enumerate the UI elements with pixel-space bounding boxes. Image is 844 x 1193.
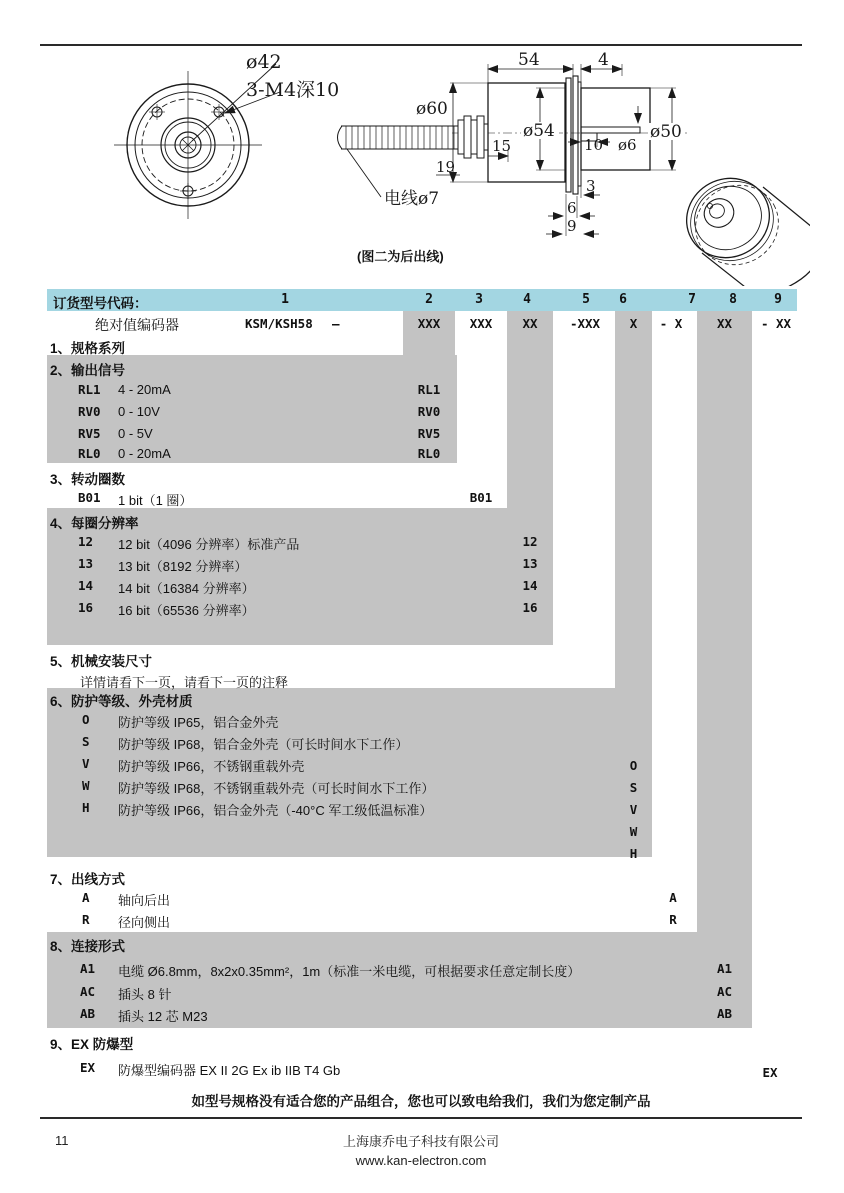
model-code-3: XXX: [469, 316, 493, 331]
col-number-5: 5: [582, 292, 590, 307]
column-code: 13: [522, 556, 538, 571]
option-code: AB: [80, 1006, 96, 1021]
option-code: RV5: [78, 426, 101, 441]
cable-gland-drawing: [458, 116, 488, 158]
option-desc: 轴向后出: [118, 893, 171, 908]
col-number-8: 8: [729, 292, 737, 307]
option-desc: 0 - 20mA: [118, 446, 171, 461]
column-code: RV0: [417, 404, 441, 419]
column-code: R: [669, 912, 677, 927]
dim-label-19: 19: [436, 158, 456, 176]
encoder-pictorial: [673, 164, 810, 286]
bottom-rule: [40, 1117, 802, 1119]
option-code: A: [82, 890, 90, 905]
option-desc: 0 - 10V: [118, 404, 160, 419]
side-view: [338, 50, 689, 236]
option-desc: 防爆型编码器 EX II 2G Ex ib IIB T4 Gb: [118, 1063, 341, 1078]
bolt-hole-icon: [180, 183, 196, 199]
footer-company: 上海康乔电子科技有限公司: [342, 1134, 499, 1149]
footer-website: www.kan-electron.com: [355, 1153, 487, 1168]
custom-product-note: 如型号规格没有适合您的产品组合，您也可以致电给我们，我们为您定制产品: [191, 1094, 651, 1109]
model-code-2: XXX: [417, 316, 441, 331]
section-3-title: 3、转动圈数: [50, 472, 126, 487]
option-desc: 12 bit（4096 分辨率）标准产品: [118, 537, 300, 552]
drawing-caption: (图二为后出线): [357, 249, 444, 264]
option-desc: 0 - 5V: [118, 426, 153, 441]
model-dash: –: [332, 316, 340, 331]
front-view: [114, 51, 339, 219]
model-code-7: - X: [659, 316, 683, 331]
dim-label-d54: ø54: [523, 121, 555, 141]
option-code: 14: [78, 578, 94, 593]
code-band-8: [697, 311, 752, 1028]
option-desc: 插头 12 芯 M23: [118, 1009, 208, 1024]
option-desc: 防护等级 IP68，铝合金外壳（可长时间水下工作）: [118, 737, 409, 752]
section-8-title: 8、连接形式: [50, 939, 126, 954]
column-code: A: [669, 890, 677, 905]
model-code-9: - XX: [760, 316, 792, 331]
option-desc: 防护等级 IP65，铝合金外壳: [118, 715, 279, 730]
option-code: A1: [80, 961, 96, 976]
option-code: H: [82, 800, 90, 815]
column-code: 16: [522, 600, 538, 615]
option-desc: 13 bit（8192 分辨率）: [118, 559, 248, 574]
dim-label-d60: ø60: [416, 99, 448, 119]
dim-label-d6: ø6: [618, 136, 637, 154]
column-code: B01: [469, 490, 493, 505]
col-number-6: 6: [619, 292, 627, 307]
column-code: RL1: [417, 382, 441, 397]
option-code: S: [82, 734, 90, 749]
col-number-3: 3: [475, 292, 483, 307]
section-9-title: 9、EX 防爆型: [50, 1037, 134, 1052]
dim-label-10: 10: [584, 136, 604, 154]
section-7-title: 7、出线方式: [50, 872, 126, 887]
model-label: 绝对值编码器: [95, 317, 179, 333]
option-desc: 防护等级 IP66，不锈钢重载外壳: [118, 759, 305, 774]
option-code: R: [82, 912, 90, 927]
option-code: RL0: [78, 446, 101, 461]
option-desc: 电缆 Ø6.8mm，8x2x0.35mm²，1m（标准一米电缆，可根据要求任意定制长度）: [118, 964, 581, 979]
dim-label-bolts: 3-M4深10: [246, 79, 340, 101]
col-number-2: 2: [425, 292, 433, 307]
col-number-7: 7: [688, 292, 696, 307]
dim-label-d42: ø42: [246, 51, 282, 73]
column-code: 14: [522, 578, 538, 593]
section-1-title: 1、规格系列: [50, 341, 126, 356]
option-code: RL1: [78, 382, 101, 397]
cable-drawing: [338, 126, 459, 149]
option-code: V: [82, 756, 90, 771]
model-base-code: KSM/KSH58: [245, 316, 313, 331]
model-code-6: X: [629, 316, 638, 331]
option-code: RV0: [78, 404, 101, 419]
dim-label-6: 6: [567, 199, 577, 217]
option-code: 13: [78, 556, 94, 571]
cable-label: 电线ø7: [384, 189, 440, 209]
column-code: H: [629, 846, 638, 861]
option-desc: 4 - 20mA: [118, 382, 171, 397]
option-code: B01: [78, 490, 101, 505]
col-number-4: 4: [523, 292, 531, 307]
option-desc: 防护等级 IP66，铝合金外壳（-40°C 军工级低温标准）: [118, 803, 433, 818]
dim-label-4: 4: [598, 50, 609, 70]
column-code: AB: [716, 1006, 733, 1021]
column-code: A1: [716, 961, 733, 976]
option-desc: 16 bit（65536 分辨率）: [118, 603, 255, 618]
section-5-note: 详情请看下一页，请看下一页的注释: [80, 675, 289, 690]
section-4-title: 4、每圈分辨率: [50, 516, 139, 531]
model-code-5: -XXX: [569, 316, 601, 331]
column-code: V: [629, 802, 638, 817]
col-number-9: 9: [774, 292, 782, 307]
column-code: RL0: [417, 446, 441, 461]
column-code: W: [629, 824, 638, 839]
dim-label-15: 15: [492, 137, 512, 155]
option-code: AC: [80, 984, 96, 999]
column-code: AC: [716, 984, 733, 999]
dim-label-54: 54: [518, 50, 540, 70]
page-number: 11: [55, 1133, 69, 1148]
option-desc: 14 bit（16384 分辨率）: [118, 581, 255, 596]
dim-label-d50: ø50: [650, 122, 682, 142]
section-5-title: 5、机械安装尺寸: [50, 654, 153, 669]
col-number-1: 1: [281, 292, 289, 307]
option-desc: 径向侧出: [118, 915, 171, 930]
column-code: S: [629, 780, 638, 795]
option-desc: 1 bit（1 圈）: [118, 493, 193, 508]
option-desc: 防护等级 IP68，不锈钢重载外壳（可长时间水下工作）: [118, 781, 435, 796]
option-code: 12: [78, 534, 94, 549]
option-code: O: [82, 712, 90, 727]
dim-label-3: 3: [586, 177, 596, 195]
section-2-title: 2、输出信号: [50, 363, 126, 378]
column-code: RV5: [417, 426, 441, 441]
option-desc: 插头 8 针: [118, 987, 172, 1002]
section-6-title: 6、防护等级、外壳材质: [50, 694, 193, 709]
model-code-8: XX: [716, 316, 733, 331]
dim-label-9: 9: [567, 217, 577, 235]
column-code: 12: [522, 534, 538, 549]
option-code: EX: [80, 1060, 96, 1075]
table-title: 订货型号代码：: [53, 296, 148, 311]
option-code: 16: [78, 600, 94, 615]
column-code: O: [629, 758, 638, 773]
column-code: EX: [762, 1065, 778, 1080]
model-code-4: XX: [522, 316, 538, 331]
option-code: W: [82, 778, 90, 793]
